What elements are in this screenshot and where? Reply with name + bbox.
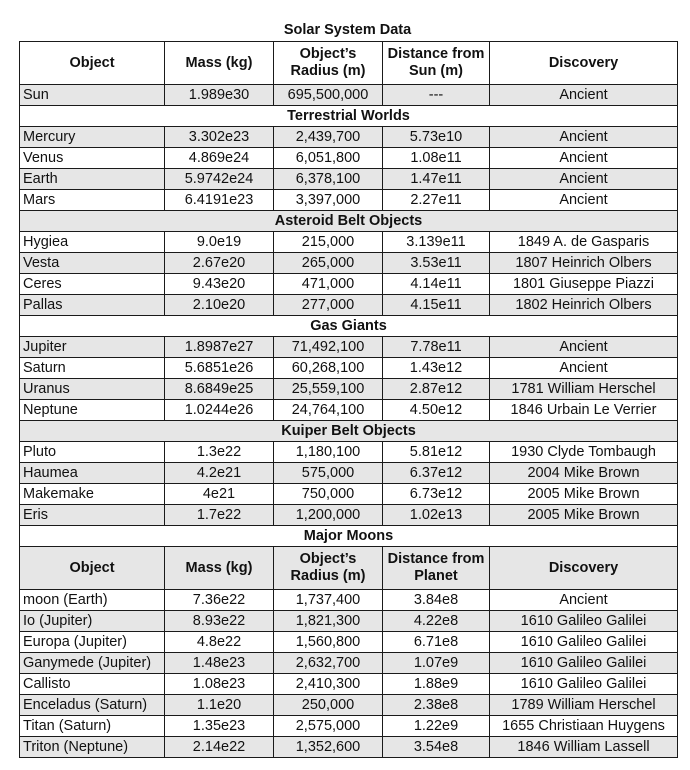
solar-system-table [19, 41, 678, 758]
cell-mass: 7.36e22 [165, 590, 274, 611]
cell-distance: 1.07e9 [383, 653, 490, 674]
table-row [20, 127, 678, 148]
cell-discovery: 1610 Galileo Galilei [490, 653, 678, 674]
table-row [20, 148, 678, 169]
table-row [20, 85, 678, 106]
cell-discovery: 2005 Mike Brown [490, 484, 678, 505]
section-header-row [20, 526, 678, 547]
table-row [20, 358, 678, 379]
cell-distance: 1.43e12 [383, 358, 490, 379]
column-header-mass: Mass (kg) [165, 547, 274, 590]
header-row-moons [20, 547, 678, 590]
section-title-gas-giants: Gas Giants [20, 316, 678, 337]
cell-object: Sun [20, 85, 165, 106]
column-header-distance: Distance from Planet [383, 547, 490, 590]
cell-radius: 25,559,100 [274, 379, 383, 400]
cell-radius: 2,575,000 [274, 716, 383, 737]
section-header-row [20, 421, 678, 442]
cell-discovery: 1781 William Herschel [490, 379, 678, 400]
cell-discovery: Ancient [490, 337, 678, 358]
cell-object: Uranus [20, 379, 165, 400]
cell-object: Enceladus (Saturn) [20, 695, 165, 716]
table-row [20, 653, 678, 674]
cell-distance: 3.139e11 [383, 232, 490, 253]
cell-radius: 575,000 [274, 463, 383, 484]
cell-mass: 1.0244e26 [165, 400, 274, 421]
column-header-object: Object [20, 42, 165, 85]
cell-object: Ceres [20, 274, 165, 295]
cell-object: Mars [20, 190, 165, 211]
cell-discovery: 1789 William Herschel [490, 695, 678, 716]
cell-distance: 1.88e9 [383, 674, 490, 695]
column-header-mass: Mass (kg) [165, 42, 274, 85]
column-header-radius: Object’s Radius (m) [274, 547, 383, 590]
cell-discovery: 1849 A. de Gasparis [490, 232, 678, 253]
cell-object: Makemake [20, 484, 165, 505]
cell-radius: 1,180,100 [274, 442, 383, 463]
cell-radius: 695,500,000 [274, 85, 383, 106]
table-row [20, 611, 678, 632]
cell-distance: 4.14e11 [383, 274, 490, 295]
cell-discovery: Ancient [490, 190, 678, 211]
column-header-discovery: Discovery [490, 547, 678, 590]
cell-mass: 1.48e23 [165, 653, 274, 674]
cell-distance: 7.78e11 [383, 337, 490, 358]
cell-distance: 5.81e12 [383, 442, 490, 463]
cell-radius: 3,397,000 [274, 190, 383, 211]
cell-distance: 6.71e8 [383, 632, 490, 653]
cell-radius: 71,492,100 [274, 337, 383, 358]
cell-object: Saturn [20, 358, 165, 379]
cell-distance: 1.02e13 [383, 505, 490, 526]
cell-mass: 2.14e22 [165, 737, 274, 758]
cell-mass: 1.989e30 [165, 85, 274, 106]
cell-object: Mercury [20, 127, 165, 148]
cell-mass: 1.8987e27 [165, 337, 274, 358]
cell-distance: 4.50e12 [383, 400, 490, 421]
cell-radius: 2,632,700 [274, 653, 383, 674]
cell-object: Eris [20, 505, 165, 526]
cell-radius: 60,268,100 [274, 358, 383, 379]
section-title-moons: Major Moons [20, 526, 678, 547]
cell-mass: 6.4191e23 [165, 190, 274, 211]
column-header-discovery: Discovery [490, 42, 678, 85]
table-row [20, 737, 678, 758]
cell-object: Jupiter [20, 337, 165, 358]
cell-object: Pluto [20, 442, 165, 463]
cell-object: Ganymede (Jupiter) [20, 653, 165, 674]
cell-object: Earth [20, 169, 165, 190]
cell-radius: 250,000 [274, 695, 383, 716]
cell-object: Pallas [20, 295, 165, 316]
section-header-row [20, 106, 678, 127]
table-row [20, 632, 678, 653]
table-row [20, 274, 678, 295]
cell-distance: 2.38e8 [383, 695, 490, 716]
section-header-row [20, 316, 678, 337]
cell-mass: 5.9742e24 [165, 169, 274, 190]
cell-distance: --- [383, 85, 490, 106]
cell-distance: 3.84e8 [383, 590, 490, 611]
table-row [20, 190, 678, 211]
cell-object: Venus [20, 148, 165, 169]
cell-discovery: Ancient [490, 127, 678, 148]
cell-mass: 8.6849e25 [165, 379, 274, 400]
cell-distance: 3.53e11 [383, 253, 490, 274]
cell-object: moon (Earth) [20, 590, 165, 611]
cell-mass: 1.3e22 [165, 442, 274, 463]
cell-mass: 5.6851e26 [165, 358, 274, 379]
column-header-distance: Distance from Sun (m) [383, 42, 490, 85]
cell-mass: 9.43e20 [165, 274, 274, 295]
table-row [20, 400, 678, 421]
cell-discovery: 2005 Mike Brown [490, 505, 678, 526]
cell-discovery: 1655 Christiaan Huygens [490, 716, 678, 737]
table-row [20, 253, 678, 274]
cell-mass: 1.1e20 [165, 695, 274, 716]
table-row [20, 716, 678, 737]
section-title-terrestrial: Terrestrial Worlds [20, 106, 678, 127]
column-header-object: Object [20, 547, 165, 590]
table-row [20, 590, 678, 611]
table-title: Solar System Data [283, 22, 412, 38]
cell-discovery: 1807 Heinrich Olbers [490, 253, 678, 274]
table-row [20, 379, 678, 400]
cell-radius: 6,051,800 [274, 148, 383, 169]
cell-radius: 24,764,100 [274, 400, 383, 421]
cell-discovery: 1930 Clyde Tombaugh [490, 442, 678, 463]
cell-radius: 1,200,000 [274, 505, 383, 526]
cell-mass: 8.93e22 [165, 611, 274, 632]
cell-object: Neptune [20, 400, 165, 421]
cell-mass: 2.10e20 [165, 295, 274, 316]
table-row [20, 674, 678, 695]
cell-object: Callisto [20, 674, 165, 695]
cell-mass: 4.869e24 [165, 148, 274, 169]
cell-radius: 471,000 [274, 274, 383, 295]
cell-radius: 2,439,700 [274, 127, 383, 148]
cell-radius: 1,352,600 [274, 737, 383, 758]
cell-object: Vesta [20, 253, 165, 274]
cell-object: Europa (Jupiter) [20, 632, 165, 653]
cell-discovery: 2004 Mike Brown [490, 463, 678, 484]
cell-radius: 277,000 [274, 295, 383, 316]
table-row [20, 463, 678, 484]
header-row [20, 42, 678, 85]
cell-discovery: 1610 Galileo Galilei [490, 674, 678, 695]
cell-discovery: 1610 Galileo Galilei [490, 611, 678, 632]
cell-radius: 6,378,100 [274, 169, 383, 190]
table-row [20, 337, 678, 358]
cell-distance: 2.27e11 [383, 190, 490, 211]
cell-discovery: Ancient [490, 148, 678, 169]
section-title-kuiper: Kuiper Belt Objects [20, 421, 678, 442]
cell-discovery: 1801 Giuseppe Piazzi [490, 274, 678, 295]
cell-distance: 3.54e8 [383, 737, 490, 758]
table-row [20, 484, 678, 505]
cell-discovery: 1846 Urbain Le Verrier [490, 400, 678, 421]
cell-radius: 265,000 [274, 253, 383, 274]
cell-distance: 4.15e11 [383, 295, 490, 316]
cell-mass: 4.2e21 [165, 463, 274, 484]
cell-object: Hygiea [20, 232, 165, 253]
table-row [20, 442, 678, 463]
cell-radius: 2,410,300 [274, 674, 383, 695]
cell-mass: 1.35e23 [165, 716, 274, 737]
table-row [20, 169, 678, 190]
cell-distance: 6.73e12 [383, 484, 490, 505]
cell-object: Triton (Neptune) [20, 737, 165, 758]
table-row [20, 295, 678, 316]
cell-mass: 3.302e23 [165, 127, 274, 148]
cell-object: Titan (Saturn) [20, 716, 165, 737]
column-header-radius: Object’s Radius (m) [274, 42, 383, 85]
cell-radius: 1,737,400 [274, 590, 383, 611]
cell-discovery: Ancient [490, 85, 678, 106]
cell-distance: 1.08e11 [383, 148, 490, 169]
cell-object: Haumea [20, 463, 165, 484]
cell-discovery: Ancient [490, 590, 678, 611]
cell-radius: 1,560,800 [274, 632, 383, 653]
cell-radius: 750,000 [274, 484, 383, 505]
cell-mass: 4.8e22 [165, 632, 274, 653]
cell-mass: 9.0e19 [165, 232, 274, 253]
cell-mass: 4e21 [165, 484, 274, 505]
table-row [20, 232, 678, 253]
cell-discovery: 1610 Galileo Galilei [490, 632, 678, 653]
cell-distance: 4.22e8 [383, 611, 490, 632]
cell-object: Io (Jupiter) [20, 611, 165, 632]
cell-distance: 2.87e12 [383, 379, 490, 400]
cell-distance: 1.22e9 [383, 716, 490, 737]
cell-distance: 5.73e10 [383, 127, 490, 148]
cell-discovery: 1802 Heinrich Olbers [490, 295, 678, 316]
table-row [20, 695, 678, 716]
cell-mass: 1.08e23 [165, 674, 274, 695]
cell-mass: 1.7e22 [165, 505, 274, 526]
cell-discovery: Ancient [490, 169, 678, 190]
cell-radius: 1,821,300 [274, 611, 383, 632]
table-row [20, 505, 678, 526]
cell-radius: 215,000 [274, 232, 383, 253]
cell-distance: 1.47e11 [383, 169, 490, 190]
section-header-row [20, 211, 678, 232]
cell-distance: 6.37e12 [383, 463, 490, 484]
cell-discovery: Ancient [490, 358, 678, 379]
section-title-asteroid: Asteroid Belt Objects [20, 211, 678, 232]
cell-discovery: 1846 William Lassell [490, 737, 678, 758]
cell-mass: 2.67e20 [165, 253, 274, 274]
